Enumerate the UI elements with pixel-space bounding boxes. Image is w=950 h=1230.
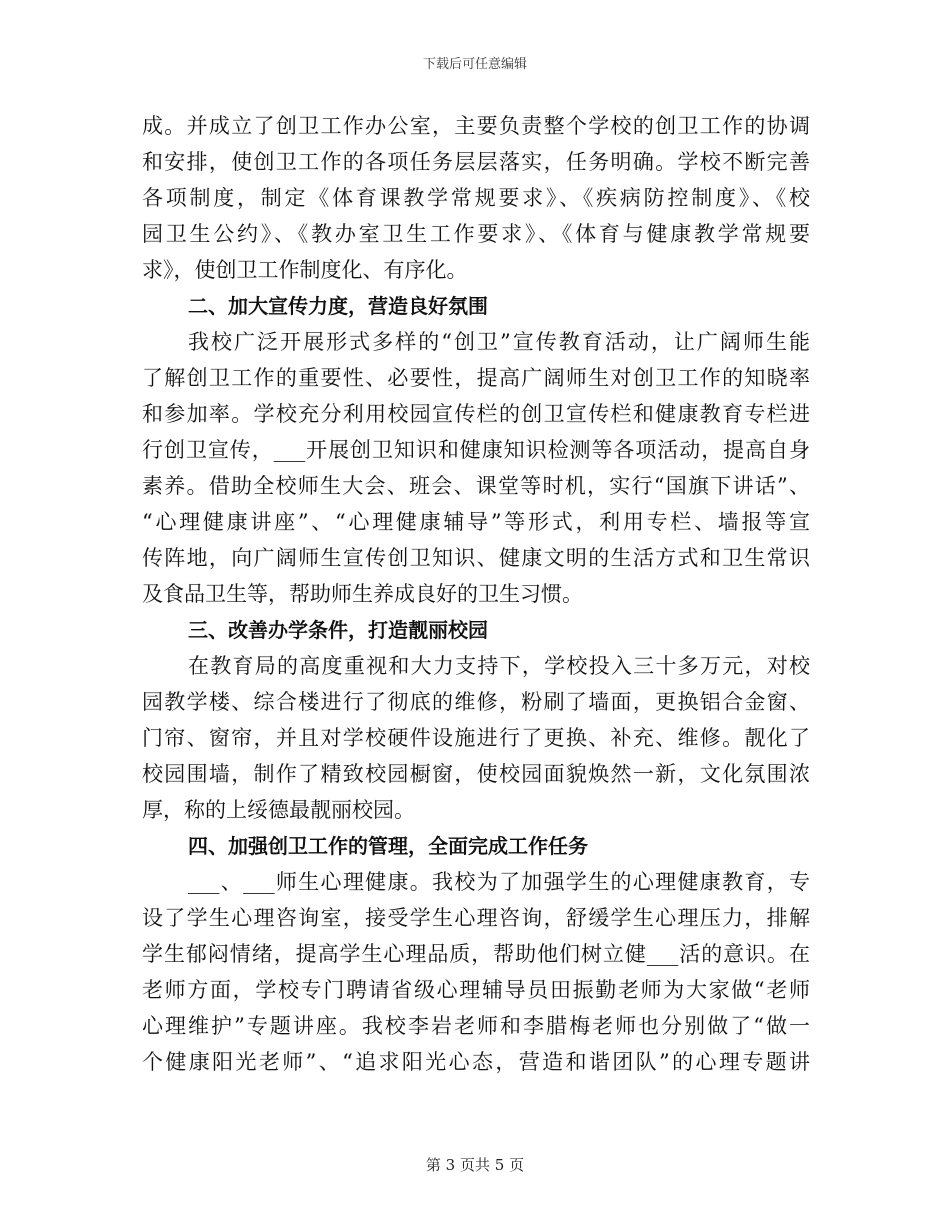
document-body — [142, 108, 810, 1080]
paragraph-line: 和安排，使创卫工作的各项任务层层落实，任务明确。学校不断完善 — [142, 150, 810, 174]
paragraph-line: 个健康阳光老师”、“追求阳光心态，营造和谐团队”的心理专题讲 — [142, 1050, 810, 1074]
paragraph-line: 设了学生心理咨询室，接受学生心理咨询，舒缓学生心理压力，排解 — [142, 906, 810, 930]
paragraph-line: 校园围墙，制作了精致校园橱窗，使校园面貌焕然一新，文化氛围浓 — [142, 762, 810, 786]
page-footer: 第 3 页共 5 页 — [425, 1156, 525, 1174]
section-heading: 四、加强创卫工作的管理，全面完成工作任务 — [188, 834, 588, 858]
paragraph-line: 了解创卫工作的重要性、必要性，提高广阔师生对创卫工作的知晓率 — [142, 366, 810, 390]
paragraph-line: 心理维护”专题讲座。我校李岩老师和李腊梅老师也分别做了“做一 — [142, 1014, 810, 1038]
paragraph-line: 求》，使创卫工作制度化、有序化。 — [142, 258, 468, 282]
paragraph-line: 传阵地，向广阔师生宣传创卫知识、健康文明的生活方式和卫生常识 — [142, 546, 810, 570]
paragraph-line: 园卫生公约》、《教办室卫生工作要求》、《体育与健康教学常规要 — [142, 222, 810, 246]
paragraph-line: “心理健康讲座”、“心理健康辅导”等形式，利用专栏、墙报等宣 — [142, 510, 810, 534]
paragraph-line: 我校广泛开展形式多样的“创卫”宣传教育活动，让广阔师生能 — [188, 330, 810, 354]
paragraph-line: 学生郁闷情绪，提高学生心理品质，帮助他们树立健___活的意识。在 — [142, 942, 810, 966]
paragraph-line: 素养。借助全校师生大会、班会、课堂等时机，实行“国旗下讲话”、 — [142, 474, 810, 498]
paragraph-line: 门帘、窗帘，并且对学校硬件设施进行了更换、补充、维修。靓化了 — [142, 726, 810, 750]
paragraph-line: 各项制度，制定《体育课教学常规要求》、《疾病防控制度》、《校 — [142, 186, 810, 210]
paragraph-line: 和参加率。学校充分利用校园宣传栏的创卫宣传栏和健康教育专栏进 — [142, 402, 810, 426]
paragraph-line: 厚，称的上绥德最靓丽校园。 — [142, 798, 415, 822]
paragraph-line: 行创卫宣传，___开展创卫知识和健康知识检测等各项活动，提高自身 — [142, 438, 810, 462]
paragraph-line: ___、___师生心理健康。我校为了加强学生的心理健康教育，专 — [188, 870, 810, 894]
section-heading: 二、加大宣传力度，营造良好氛围 — [188, 294, 488, 318]
paragraph-line: 在教育局的高度重视和大力支持下，学校投入三十多万元，对校 — [188, 654, 810, 678]
page-header: 下载后可任意编辑 — [422, 57, 527, 72]
section-heading: 三、改善办学条件，打造靓丽校园 — [188, 618, 488, 642]
paragraph-line: 及食品卫生等，帮助师生养成良好的卫生习惯。 — [142, 582, 583, 606]
paragraph-line: 成。并成立了创卫工作办公室，主要负责整个学校的创卫工作的协调 — [142, 114, 810, 138]
paragraph-line: 园教学楼、综合楼进行了彻底的维修，粉刷了墙面，更换铝合金窗、 — [142, 690, 810, 714]
paragraph-line: 老师方面，学校专门聘请省级心理辅导员田振勤老师为大家做“老师 — [142, 978, 810, 1002]
